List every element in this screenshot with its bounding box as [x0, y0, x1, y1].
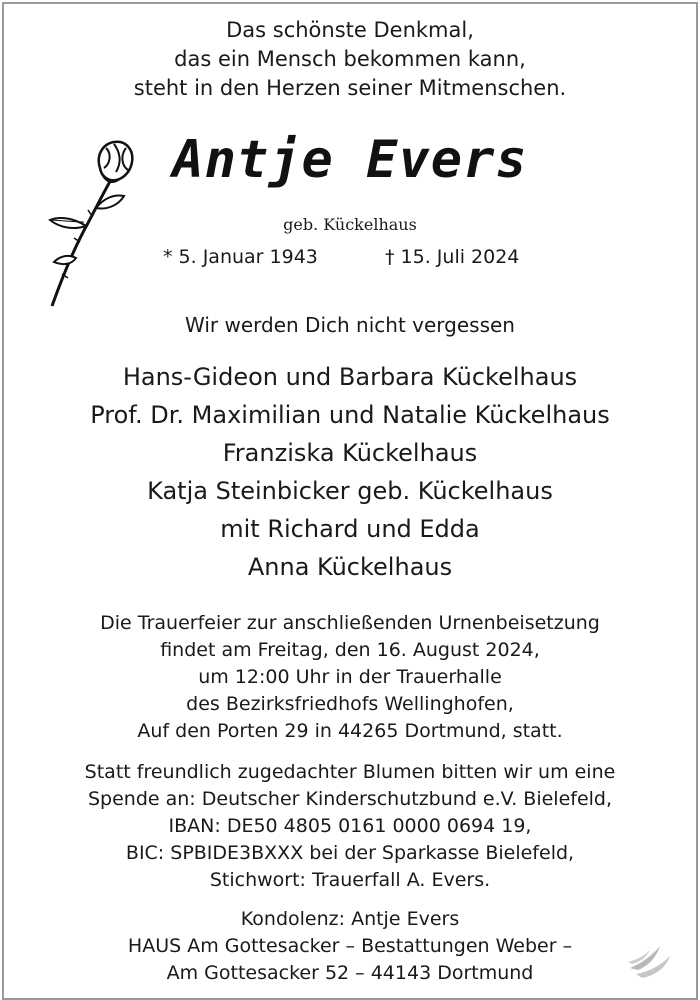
- motto-line: das ein Mensch bekommen kann,: [174, 47, 526, 71]
- deceased-name: Antje Evers: [172, 130, 528, 190]
- death-date: † 15. Juli 2024: [385, 246, 520, 268]
- family-member: mit Richard und Edda: [220, 515, 480, 543]
- service-line: des Bezirksfriedhofs Wellinghofen,: [186, 693, 514, 715]
- donation-line: IBAN: DE50 4805 0161 0000 0694 19,: [168, 815, 532, 837]
- birth-name: geb. Kückelhaus: [283, 215, 417, 234]
- family-member: Prof. Dr. Maximilian und Natalie Kückelhaus: [90, 401, 610, 429]
- service-line: Auf den Porten 29 in 44265 Dortmund, statt.: [137, 720, 563, 742]
- service-line: Die Trauerfeier zur anschließenden Urnenbeisetzung: [100, 612, 600, 634]
- motto-quote: [0, 16, 700, 103]
- family-list: [0, 358, 700, 586]
- memorial-sentence: Wir werden Dich nicht vergessen: [185, 313, 515, 337]
- service-line: findet am Freitag, den 16. August 2024,: [160, 639, 540, 661]
- donation-line: Spende an: Deutscher Kinderschutzbund e.V. Bielefeld,: [87, 788, 613, 810]
- donation-info: [0, 759, 700, 894]
- funeral-service-info: [0, 610, 700, 745]
- condolence-line: Am Gottesacker 52 – 44143 Dortmund: [166, 962, 534, 984]
- life-dates: [0, 246, 700, 274]
- family-member: Katja Steinbicker geb. Kückelhaus: [147, 477, 553, 505]
- motto-line: Das schönste Denkmal,: [226, 18, 474, 42]
- family-member: Franziska Kückelhaus: [222, 439, 478, 467]
- motto-line: steht in den Herzen seiner Mitmenschen.: [133, 76, 567, 100]
- service-line: um 12:00 Uhr in der Trauerhalle: [198, 666, 502, 688]
- family-member: Hans-Gideon und Barbara Kückelhaus: [122, 363, 578, 391]
- condolence-info: [0, 906, 700, 987]
- condolence-line: HAUS Am Gottesacker – Bestattungen Weber –: [127, 935, 573, 957]
- birth-date: * 5. Januar 1943: [163, 246, 318, 268]
- family-member: Anna Kückelhaus: [247, 553, 453, 581]
- donation-line: BIC: SPBIDE3BXXX bei der Sparkasse Bielefeld,: [125, 842, 575, 864]
- donation-line: Stichwort: Trauerfall A. Evers.: [209, 869, 491, 891]
- donation-line: Statt freundlich zugedachter Blumen bitten wir um eine: [84, 761, 616, 783]
- bird-logo-icon: [626, 938, 674, 982]
- condolence-line: Kondolenz: Antje Evers: [240, 908, 460, 930]
